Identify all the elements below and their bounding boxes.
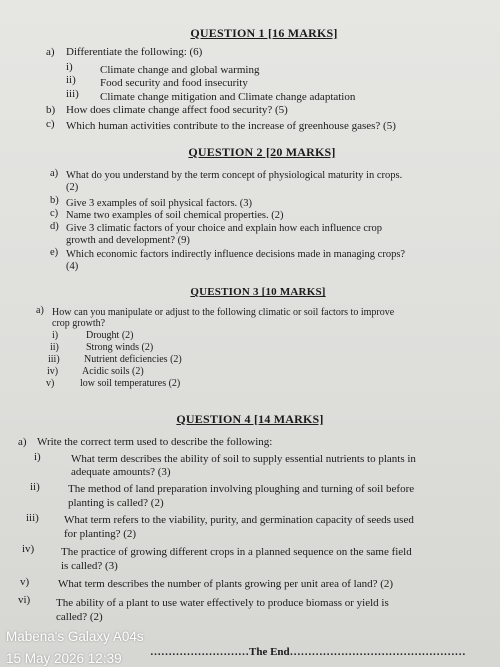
q3-a-text-cont: crop growth? (52, 318, 106, 329)
question-3-heading: QUESTION 3 [10 MARKS] (190, 286, 326, 298)
q2-a-label: a) (50, 168, 59, 179)
q4-sub-text: What term refers to the viability, purity, and germination capacity of seeds used (64, 514, 414, 526)
q2-e-label: e) (50, 247, 59, 258)
q1-a-label: a) (46, 46, 55, 58)
q1-b-label: b) (46, 104, 56, 116)
q4-sub-label: v) (20, 576, 30, 588)
q1-sub-text: Food security and food insecurity (100, 77, 248, 89)
q4-sub-text: What term describes the number of plants growing per unit area of land? (2) (58, 578, 394, 590)
q3-sub-text: low soil temperatures (2) (80, 378, 181, 389)
question-1-heading: QUESTION 1 [16 MARKS] (190, 26, 338, 40)
question-2-heading: QUESTION 2 [20 MARKS] (188, 145, 336, 159)
q2-c-text: Name two examples of soil chemical properties. (2) (66, 210, 284, 221)
q3-sub-label: iii) (48, 354, 60, 365)
q1-sub-label: i) (66, 61, 73, 73)
q2-e-text-cont: (4) (66, 261, 79, 272)
q4-sub-text-cont: called? (2) (56, 611, 103, 623)
end-marker: ………………………The End………………………………………… (150, 646, 466, 658)
q1-c-label: c) (46, 118, 55, 130)
q4-sub-text: The ability of a plant to use water effectively to produce biomass or yield is (56, 597, 389, 609)
q4-sub-text: What term describes the ability of soil to supply essential nutrients to plants in (71, 453, 416, 465)
q2-a-text-cont: (2) (66, 182, 79, 193)
timestamp-watermark: 15 May 2026 12:39 (6, 651, 122, 666)
q1-sub-text: Climate change mitigation and Climate change adaptation (100, 91, 356, 103)
q4-sub-label: i) (34, 451, 41, 463)
q4-sub-text: The practice of growing different crops in a planned sequence on the same field (61, 546, 412, 558)
q4-sub-label: iv) (22, 543, 35, 555)
q1-a-text: Differentiate the following: (6) (66, 46, 203, 58)
q4-sub-text-cont: is called? (3) (61, 560, 118, 572)
q3-sub-label: i) (52, 330, 59, 341)
q3-sub-text: Strong winds (2) (86, 342, 154, 353)
q1-c-text: Which human activities contribute to the increase of greenhouse gases? (5) (66, 120, 396, 132)
q2-b-text: Give 3 examples of soil physical factors. (3) (66, 198, 253, 209)
q4-sub-text: The method of land preparation involving ploughing and turning of soil before (68, 483, 415, 495)
q2-d-text-cont: growth and development? (9) (66, 235, 190, 246)
q1-sub-text: Climate change and global warming (100, 64, 260, 76)
q3-sub-label: iv) (47, 366, 59, 377)
q1-sub-label: ii) (66, 74, 76, 86)
q4-a-text: Write the correct term used to describe the following: (37, 436, 273, 448)
q2-b-label: b) (50, 195, 59, 206)
q3-sub-label: v) (46, 378, 55, 389)
q3-a-label: a) (36, 305, 44, 316)
device-watermark: Mabena's Galaxy A04s (6, 629, 144, 644)
q3-sub-label: ii) (50, 342, 59, 353)
q3-sub-text: Acidic soils (2) (82, 366, 144, 377)
q1-sub-label: iii) (66, 88, 79, 100)
q3-sub-text: Drought (2) (86, 330, 134, 341)
q3-sub-text: Nutrient deficiencies (2) (84, 354, 182, 365)
q2-a-text: What do you understand by the term concept of physiological maturity in crops. (66, 170, 403, 181)
q4-sub-text-cont: for planting? (2) (64, 528, 137, 540)
q4-sub-text-cont: planting is called? (2) (68, 497, 164, 509)
q2-e-text: Which economic factors indirectly influence decisions made in managing crops? (66, 249, 406, 260)
q1-b-text: How does climate change affect food security? (5) (66, 104, 288, 116)
q4-sub-label: ii) (30, 481, 40, 493)
q4-sub-label: vi) (18, 594, 31, 606)
q2-d-text: Give 3 climatic factors of your choice and explain how each influence crop (66, 223, 383, 234)
question-4-heading: QUESTION 4 [14 MARKS] (176, 412, 324, 426)
q2-d-label: d) (50, 221, 59, 232)
q4-sub-label: iii) (26, 512, 39, 524)
q4-sub-text-cont: adequate amounts? (3) (71, 466, 171, 478)
q2-c-label: c) (50, 208, 59, 219)
q3-a-text: How can you manipulate or adjust to the following climatic or soil factors to improve (52, 307, 395, 318)
q4-a-label: a) (18, 436, 27, 448)
